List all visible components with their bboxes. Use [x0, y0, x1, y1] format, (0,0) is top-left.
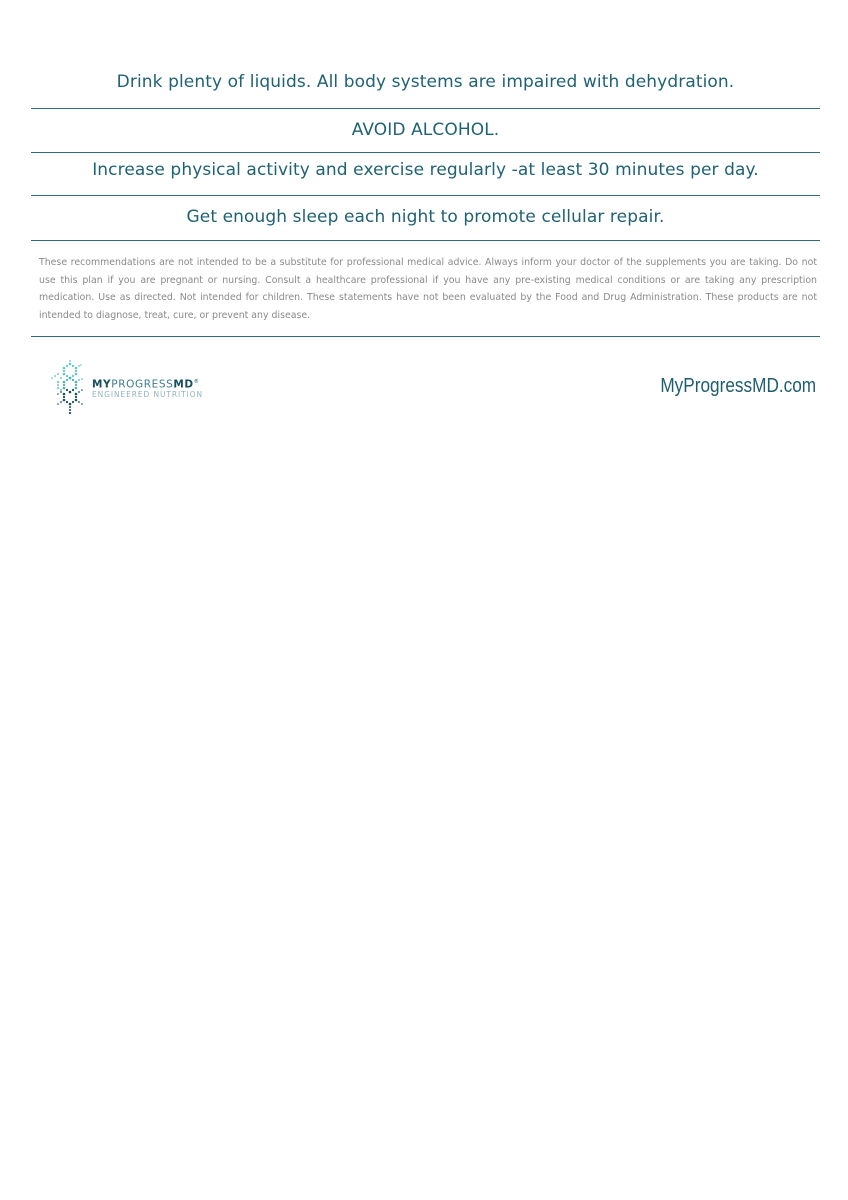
divider	[31, 152, 820, 153]
tip-hydration: Drink plenty of liquids. All body systems are impaired with dehydration.	[116, 72, 735, 92]
brand-name	[92, 376, 203, 391]
disclaimer-text: These recommendations are not intended to be a substitute for professional medical advice. Always inform your doctor of the supplements you are taking. Do not use this plan if you are pregnant or nursing. Consult a healthcare professional if you have any pre-existing medical conditions or are taking any prescription medication. Use as directed. Not intended for children. These statements have not been evaluated by the Food and Drug Administration. These products are not intended to diagnose, treat, cure, or prevent any disease.	[39, 257, 817, 321]
divider	[31, 240, 820, 241]
registered-mark: ®	[193, 378, 200, 385]
brand-progress: PROGRESS	[111, 378, 174, 391]
brand-md: MD	[173, 378, 194, 391]
divider	[31, 336, 820, 337]
divider	[31, 195, 820, 196]
brand-tagline: ENGINEERED NUTRITION	[92, 390, 203, 400]
divider	[31, 108, 820, 109]
tip-alcohol: AVOID ALCOHOL.	[351, 120, 500, 140]
tip-exercise: Increase physical activity and exercise regularly -at least 30 minutes per day.	[92, 160, 759, 180]
website-link[interactable]: MyProgressMD.com	[660, 375, 816, 397]
brand-my: MY	[92, 378, 112, 391]
brand-logo	[50, 360, 203, 416]
tip-sleep: Get enough sleep each night to promote cellular repair.	[186, 207, 665, 227]
logo-wordmark	[92, 376, 203, 401]
molecule-icon	[50, 360, 88, 416]
